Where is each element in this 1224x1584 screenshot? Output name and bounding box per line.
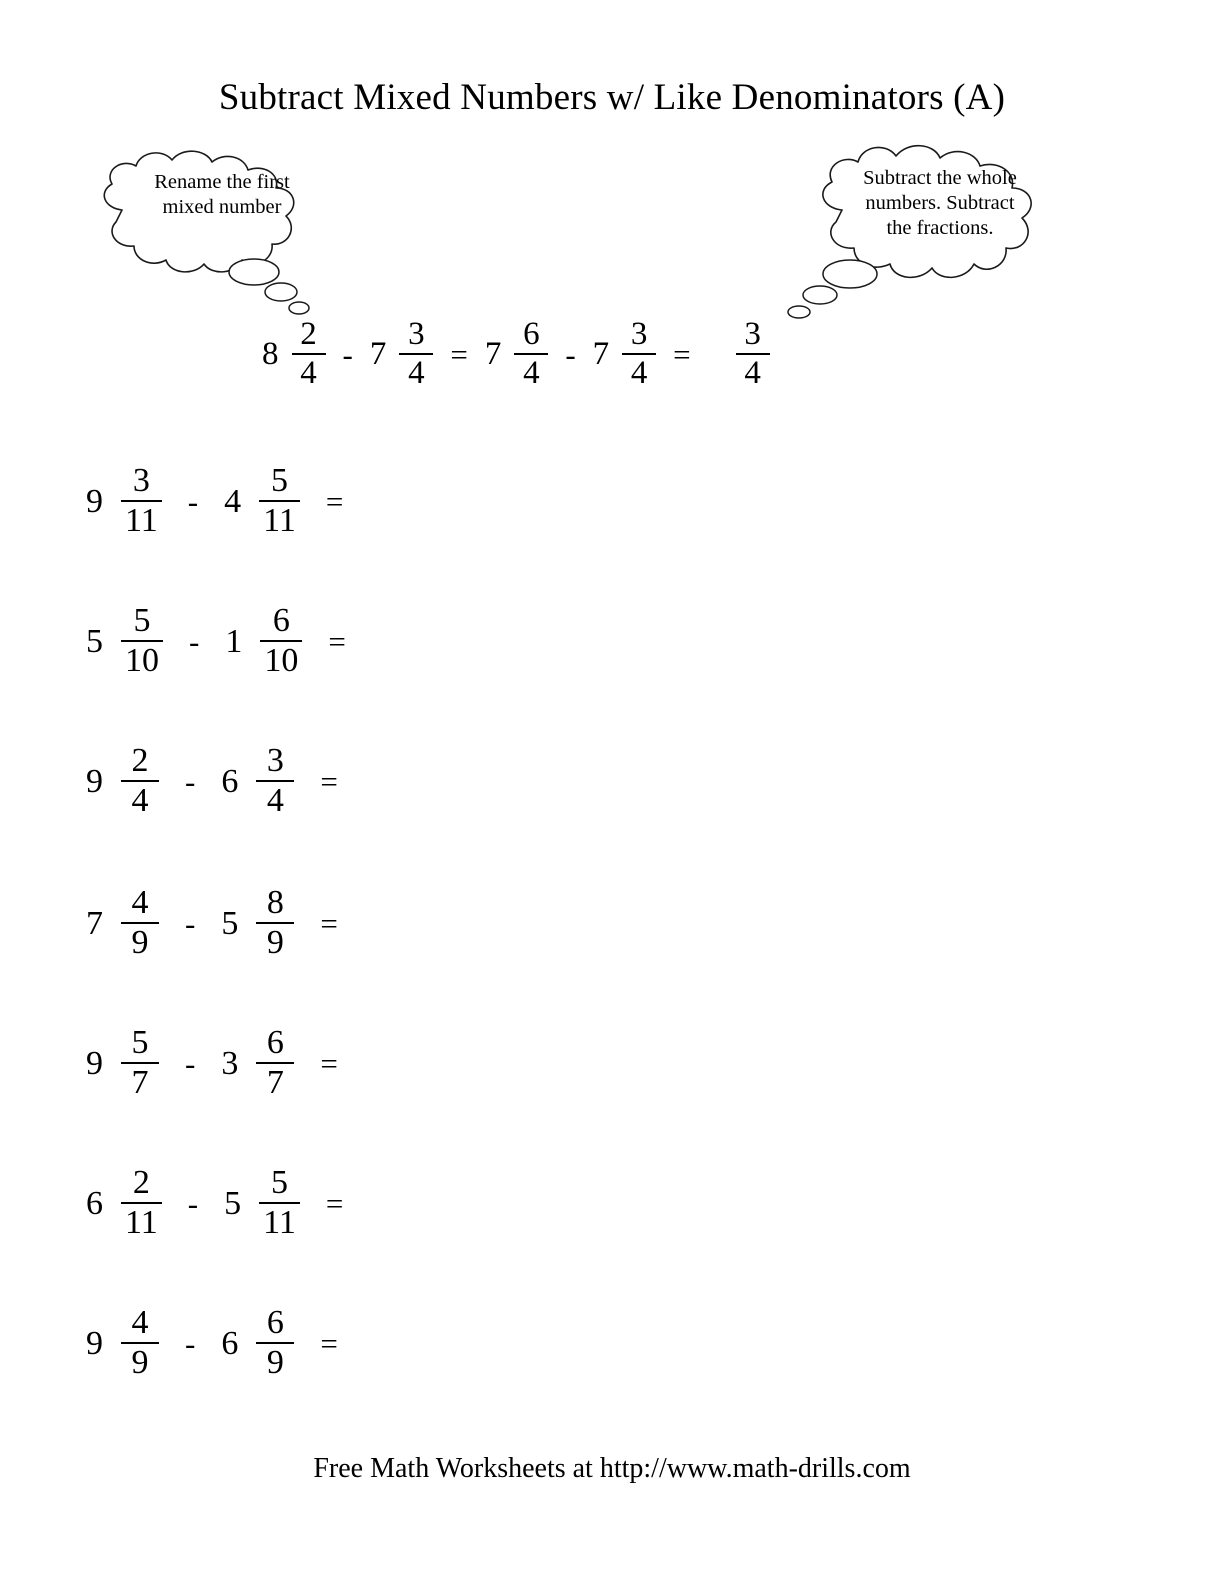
numerator: 8 — [266, 884, 284, 921]
operator-minus: - — [185, 1045, 196, 1081]
whole-number: 9 — [86, 1324, 103, 1362]
fraction — [256, 1306, 294, 1380]
fraction — [259, 1166, 300, 1240]
operator-equals: = — [320, 1325, 338, 1361]
fraction — [260, 604, 302, 678]
denominator: 7 — [131, 1064, 149, 1101]
numerator: 3 — [408, 316, 425, 352]
operator-minus: - — [185, 905, 196, 941]
denominator: 9 — [266, 1344, 284, 1381]
numerator: 3 — [266, 742, 284, 779]
whole-number: 8 — [262, 335, 279, 372]
numerator: 6 — [266, 1024, 284, 1061]
whole-number: 9 — [86, 1044, 103, 1082]
denominator: 10 — [125, 642, 159, 679]
thought-tail-bubble-small — [289, 302, 309, 314]
minuend-term — [86, 886, 159, 960]
whole-number: 4 — [224, 482, 242, 520]
denominator: 9 — [131, 924, 149, 961]
example-step2-left-term — [485, 318, 549, 390]
fraction — [121, 1166, 162, 1240]
fraction — [256, 886, 294, 960]
operator-minus: - — [185, 763, 196, 799]
minuend-term — [86, 744, 159, 818]
denominator: 11 — [125, 502, 158, 539]
example-step2-right-term — [593, 318, 657, 390]
hint-left-line-1: Rename the first — [154, 171, 290, 193]
operator-minus: - — [185, 1325, 196, 1361]
fraction — [399, 318, 433, 390]
whole-number: 7 — [592, 335, 610, 372]
denominator: 7 — [266, 1064, 284, 1101]
minuend-term — [86, 604, 163, 678]
numerator: 5 — [133, 602, 151, 639]
hint-left-line-2: mixed number — [162, 196, 282, 218]
numerator: 3 — [630, 316, 648, 352]
minuend-term — [86, 1026, 159, 1100]
whole-number: 9 — [86, 762, 103, 800]
numerator: 2 — [132, 1164, 150, 1201]
whole-number: 5 — [224, 1184, 242, 1222]
hint-text-right — [836, 166, 1044, 241]
whole-number: 7 — [369, 335, 387, 372]
whole-number: 3 — [221, 1044, 239, 1082]
fraction — [121, 604, 163, 678]
whole-number: 5 — [221, 904, 239, 942]
thought-tail-bubble-large — [229, 259, 279, 285]
numerator: 4 — [131, 884, 149, 921]
page-title: Subtract Mixed Numbers w/ Like Denominators (A) — [218, 77, 1006, 118]
fraction — [259, 464, 300, 538]
denominator: 4 — [630, 355, 648, 391]
fraction — [736, 318, 770, 390]
denominator: 4 — [523, 355, 540, 391]
footer-attribution: Free Math Worksheets at http://www.math-drills.com — [313, 1453, 911, 1484]
subtrahend-term — [225, 604, 302, 678]
operator-equals: = — [673, 336, 691, 372]
fraction — [121, 744, 159, 818]
numerator: 5 — [270, 1164, 288, 1201]
denominator: 4 — [744, 355, 761, 391]
minuend-term — [86, 1166, 162, 1240]
operator-minus: - — [187, 1185, 199, 1221]
operator-equals: = — [320, 905, 338, 941]
minuend-term — [86, 464, 162, 538]
problem-row — [86, 1160, 343, 1246]
denominator: 11 — [125, 1204, 158, 1241]
example-answer-term — [736, 318, 770, 390]
problem-row — [86, 598, 346, 684]
whole-number: 9 — [86, 482, 103, 520]
thought-tail-bubble-small — [788, 306, 810, 318]
fraction — [121, 1026, 159, 1100]
denominator: 11 — [263, 502, 296, 539]
numerator: 5 — [131, 1024, 149, 1061]
operator-equals: = — [320, 1045, 338, 1081]
numerator: 2 — [300, 316, 317, 352]
fraction — [121, 464, 162, 538]
numerator: 3 — [744, 316, 761, 352]
hint-right-line-3: the fractions. — [886, 217, 994, 239]
numerator: 3 — [132, 462, 150, 499]
operator-equals: = — [328, 623, 346, 659]
numerator: 2 — [131, 742, 149, 779]
operator-minus: - — [189, 623, 200, 659]
minuend-term — [86, 1306, 159, 1380]
hint-bubble-left — [78, 148, 368, 313]
operator-equals: = — [325, 1185, 344, 1221]
subtrahend-term — [224, 1166, 300, 1240]
hint-right-line-2: numbers. Subtract — [865, 192, 1015, 214]
numerator: 6 — [523, 316, 540, 352]
fraction — [256, 1026, 294, 1100]
fraction — [514, 318, 548, 390]
hint-right-line-1: Subtract the whole — [863, 167, 1017, 189]
example-step1-left-term — [262, 318, 326, 390]
subtrahend-term — [221, 1026, 294, 1100]
operator-minus: - — [342, 336, 353, 372]
fraction — [121, 886, 159, 960]
hint-bubble-right — [784, 140, 1094, 315]
fraction — [121, 1306, 159, 1380]
subtrahend-term — [224, 464, 300, 538]
fraction — [292, 318, 326, 390]
problem-row — [86, 1020, 338, 1106]
hint-text-left — [118, 170, 326, 220]
fraction — [256, 744, 294, 818]
whole-number: 5 — [86, 622, 103, 660]
whole-number: 7 — [484, 335, 502, 372]
subtrahend-term — [221, 744, 294, 818]
fraction — [622, 318, 656, 390]
worked-example-row — [262, 316, 770, 392]
problem-row — [86, 738, 338, 824]
thought-tail-bubble-medium — [265, 283, 297, 301]
problem-row — [86, 1300, 338, 1386]
numerator: 6 — [272, 602, 290, 639]
whole-number: 6 — [221, 1324, 239, 1362]
whole-number: 1 — [225, 622, 243, 660]
thought-tail-bubble-medium — [803, 286, 837, 304]
denominator: 4 — [266, 782, 284, 819]
denominator: 4 — [300, 355, 317, 391]
problem-row — [86, 880, 338, 966]
operator-equals: = — [450, 336, 468, 372]
example-step1-right-term — [370, 318, 434, 390]
denominator: 4 — [131, 782, 149, 819]
numerator: 4 — [131, 1304, 149, 1341]
subtrahend-term — [221, 886, 294, 960]
operator-minus: - — [187, 483, 199, 519]
denominator: 4 — [408, 355, 425, 391]
operator-minus: - — [565, 336, 576, 372]
denominator: 9 — [266, 924, 284, 961]
subtrahend-term — [221, 1306, 294, 1380]
numerator: 6 — [266, 1304, 284, 1341]
whole-number: 6 — [86, 1184, 103, 1222]
whole-number: 6 — [221, 762, 239, 800]
problem-row — [86, 458, 343, 544]
operator-equals: = — [320, 763, 338, 799]
whole-number: 7 — [86, 904, 103, 942]
denominator: 10 — [264, 642, 299, 679]
operator-equals: = — [325, 483, 344, 519]
denominator: 11 — [263, 1204, 296, 1241]
denominator: 9 — [131, 1344, 149, 1381]
numerator: 5 — [270, 462, 288, 499]
thought-tail-bubble-large — [823, 260, 877, 288]
